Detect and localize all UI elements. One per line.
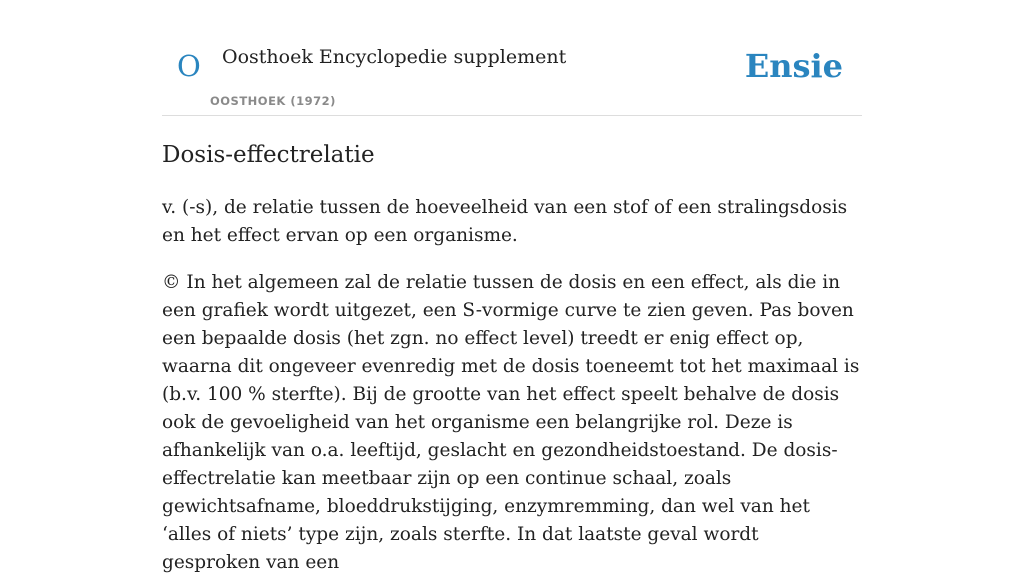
- article-paragraph-body: © In het algemeen zal de relatie tussen de dosis en een effect, als die in een grafiek wordt uitgezet, een S-vormige curve te zien geven. Pas boven een bepaalde dosis (het zgn. no effect level) treedt er enig effect op, waarna dit ongeveer evenredig met de dosis toeneemt tot het maximaal is (b.v. 100 % sterfte). Bij de grootte van het effect speelt behalve de dosis ook de gevoeligheid van het organisme een belangrijke rol. Deze is afhankelijk van o.a. leeftijd, geslacht en gezondheidstoestand. De dosis-effectrelatie kan meetbaar zijn op een continue schaal, zoals gewichtsafname, bloeddrukstijging, enzymremming, dan wel van het ‘alles of niets’ type zijn, zoals sterfte. In dat laatste geval wordt gesproken van een: [162, 272, 860, 573]
- book-source: OOSTHOEK (1972): [210, 94, 336, 108]
- article-paragraph-definition: v. (-s), de relatie tussen de hoeveelheid van een stof of een stralingsdosis en het effect ervan op een organisme.: [162, 197, 848, 246]
- book-logo-letter[interactable]: O: [177, 49, 201, 83]
- book-header: [162, 0, 862, 116]
- article-title: Dosis-effectrelatie: [162, 142, 375, 168]
- ensie-logo[interactable]: Ensie: [744, 47, 843, 85]
- page: [162, 0, 862, 577]
- book-title-link[interactable]: Oosthoek Encyclopedie supplement: [222, 46, 567, 68]
